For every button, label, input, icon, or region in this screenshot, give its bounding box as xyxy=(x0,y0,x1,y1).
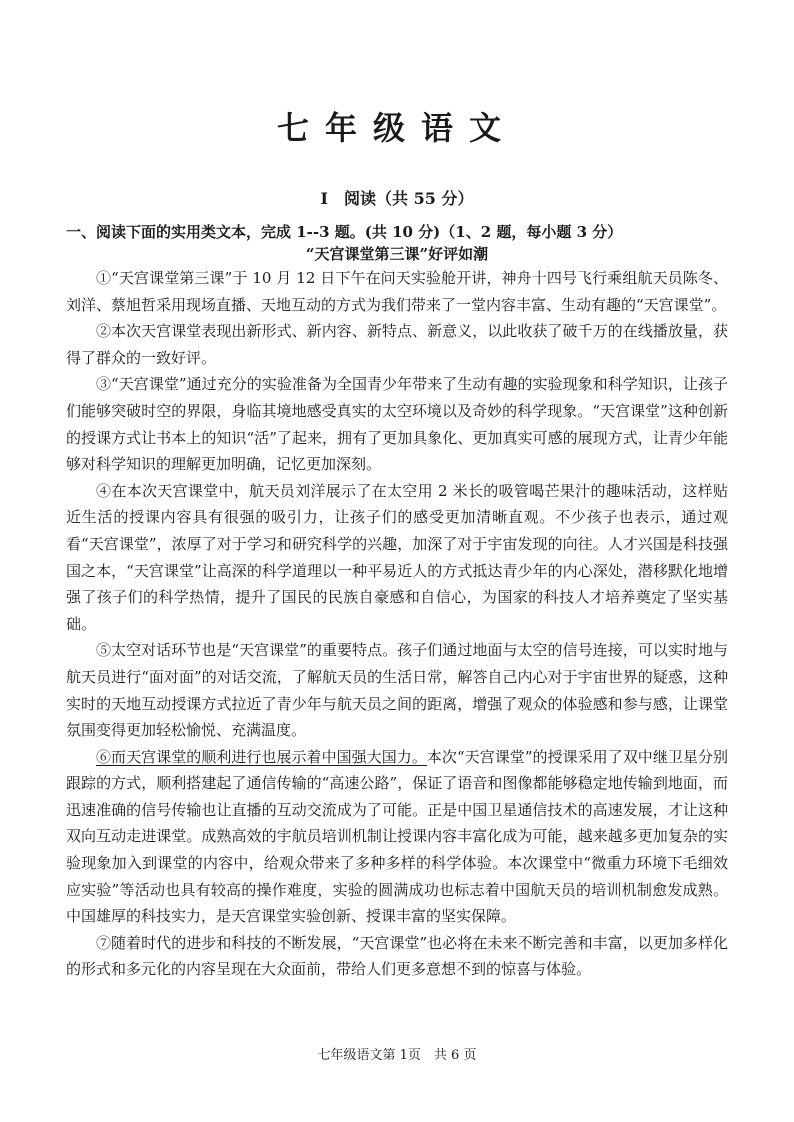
paragraph-4: ④在本次天宫课堂中，航天员刘洋展示了在太空用 2 米长的吸管喝芒果汁的趣味活动，这样贴近生活的授课内容具有很强的吸引力，让孩子们的感受更加清晰直观。不少孩子也表示，通过观看“天宫课堂”，浓厚了对于学习和研究科学的兴趣，加深了对于宇宙发现的向往。人才兴国是科技强国之本，“天宫课堂”让高深的科学道理以一种平易近人的方式抵达青少年的内心深处，潜移默化地增强了孩子们的科学热情，提升了国民的民族自豪感和自信心，为国家的科技人才培养奠定了坚实基础。 xyxy=(66,481,728,633)
underlined-sentence: ⑥而天宫课堂的顺利进行也展示着中国强大国力。 xyxy=(96,747,427,766)
article-title: “天宫课堂第三课”好评如潮 xyxy=(305,245,489,263)
page-footer: 七年级语文第 1页 共 6 页 xyxy=(317,1048,477,1063)
paragraph-6 xyxy=(66,744,728,930)
paragraph-7: ⑦随着时代的进步和科技的不断发展，“天宫课堂”也必将在未来不断完善和丰富，以更加多样化的形式和多元化的内容呈现在大众面前，带给人们更多意想不到的惊喜与体验。 xyxy=(66,933,728,979)
paragraph-6-rest: 本次“天宫课堂”的授课采用了双中继卫星分别跟踪的方式，顺利搭建起了通信传输的“高速公路”，保证了语音和图像都能够稳定地传输到地面，而迅速准确的信号传输也让直播的互动交流成为了可能。正是中国卫星通信技术的高速发展，才让这种双向互动走进课堂。成熟高效的宇航员培训机制让授课内容丰富化成为可能，越来越多更加复杂的实验现象加入到课堂的内容中，给观众带来了多种多样的科学体验。本次课堂中“微重力环境下毛细效应实验”等活动也具有较高的操作难度，实验的圆满成功也标志着中国航天员的培训机制愈发成熟。中国雄厚的科技实力，是天宫课堂实验创新、授课丰富的坚实保障。 xyxy=(66,747,728,926)
question-header: 一、阅读下面的实用类文本，完成 1--3 题。(共 10 分)（1、2 题，每小题 3 分） xyxy=(66,223,623,241)
paragraph-5: ⑤太空对话环节也是“天宫课堂”的重要特点。孩子们通过地面与太空的信号连接，可以实时地与航天员进行“面对面”的对话交流，了解航天员的生活日常，解答自己内心对于宇宙世界的疑惑，这种实时的天地互动授课方式拉近了青少年与航天员之间的距离，增强了观众的体验感和参与感，让课堂氛围变得更加轻松愉悦、充满温度。 xyxy=(66,641,728,740)
article-body xyxy=(66,265,728,983)
paragraph-2: ②本次天宫课堂表现出新形式、新内容、新特点、新意义，以此收获了破千万的在线播放量，获得了群众的一致好评。 xyxy=(66,322,728,367)
paragraph-3: ③“天宫课堂”通过充分的实验准备为全国青少年带来了生动有趣的实验现象和科学知识，让孩子们能够突破时空的界限，身临其境地感受真实的太空环境以及奇妙的科学现象。“天宫课堂”这种创新的授课方式让书本上的知识“活”了起来，拥有了更加具象化、更加真实可感的展现方式，让青少年能够对科学知识的理解更加明确，记忆更加深刻。 xyxy=(66,375,728,474)
paragraph-1: ①“天宫课堂第三课”于 10 月 12 日下午在问天实验舱开讲，神舟十四号飞行乘组航天员陈冬、刘洋、蔡旭哲采用现场直播、天地互动的方式为我们带来了一堂内容丰富、生动有趣的“天宫课堂”。 xyxy=(66,269,728,314)
section-title: I 阅读（共 55 分） xyxy=(320,189,474,208)
page-title: 七年级语文 xyxy=(276,109,517,147)
